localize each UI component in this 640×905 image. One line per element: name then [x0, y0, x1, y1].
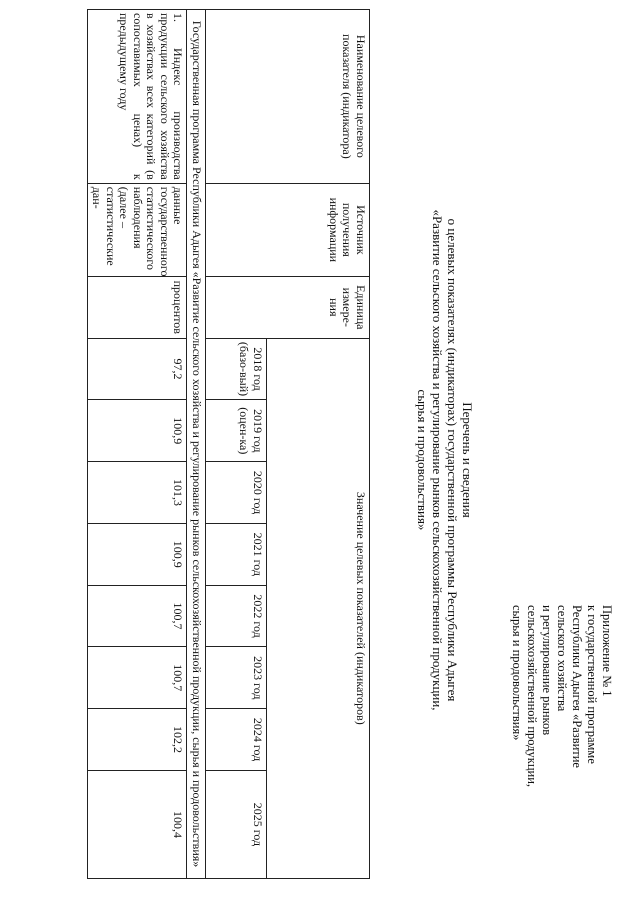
heading-line: о целевых показателях (индикаторах) государственной программы Республики Адыгея: [445, 218, 460, 702]
annex-line: сельскохозяйственной продукции,: [525, 605, 539, 788]
program-row: [187, 10, 206, 879]
header-values-group: Значение целевых показателей (индикаторов): [267, 338, 370, 878]
header-year: 2023 год: [206, 647, 267, 709]
header-source: Источник получения информации: [206, 183, 370, 276]
header-year: 2024 год: [206, 709, 267, 771]
header-year: 2025 год: [206, 770, 267, 878]
indicator-unit: процентов: [88, 276, 188, 338]
table-row: [88, 10, 188, 879]
annex-note: [509, 605, 614, 881]
indicator-name: 1. Индекс производства продукции сельского хозяйства в хозяйствах всех категорий (в сопоставимых ценах) к предыдущему году: [88, 10, 188, 184]
heading-line: сырья и продовольствия»: [415, 389, 430, 531]
header-year: 2019 год (оцен-ка): [206, 400, 267, 462]
indicator-value: 102,2: [88, 709, 188, 771]
annex-line: сырья и продовольствия»: [510, 605, 524, 741]
header-year: 2018 год (базо-вый): [206, 338, 267, 400]
indicator-value: 100,9: [88, 400, 188, 462]
annex-line: к государственной программе: [585, 605, 599, 764]
indicators-table: [87, 9, 370, 879]
indicator-value: 100,9: [88, 523, 188, 585]
indicator-value: 101,3: [88, 462, 188, 524]
heading-line: «Развитие сельского хозяйства и регулирование рынков сельскохозяйственной продукции,: [430, 209, 445, 711]
indicator-value: 100,4: [88, 770, 188, 878]
heading-line: Перечень и сведения: [460, 402, 475, 518]
annex-line: Приложение № 1: [600, 605, 614, 697]
header-name: Наименование целевого показателя (индикатора): [206, 10, 370, 184]
annex-line: Республики Адыгея «Развитие: [570, 605, 584, 768]
header-row: [267, 10, 370, 879]
document-heading: [415, 80, 475, 840]
header-year: 2021 год: [206, 523, 267, 585]
indicator-value: 100,7: [88, 647, 188, 709]
header-year: 2020 год: [206, 462, 267, 524]
indicator-value: 100,7: [88, 585, 188, 647]
program-title: Государственная программа Республики Адыгея «Развитие сельского хозяйства и регулирование рынков сельскохозяйственной продукции, сырья и продовольствия»: [187, 10, 206, 879]
annex-line: и регулирование рынков: [540, 605, 554, 736]
indicator-source: данные государственного статистического наблюдения (далее – статистические дан-: [88, 183, 188, 276]
header-year: 2022 год: [206, 585, 267, 647]
annex-line: сельского хозяйства: [555, 605, 569, 712]
header-unit: Единица измере-ния: [206, 276, 370, 338]
indicator-value: 97,2: [88, 338, 188, 400]
